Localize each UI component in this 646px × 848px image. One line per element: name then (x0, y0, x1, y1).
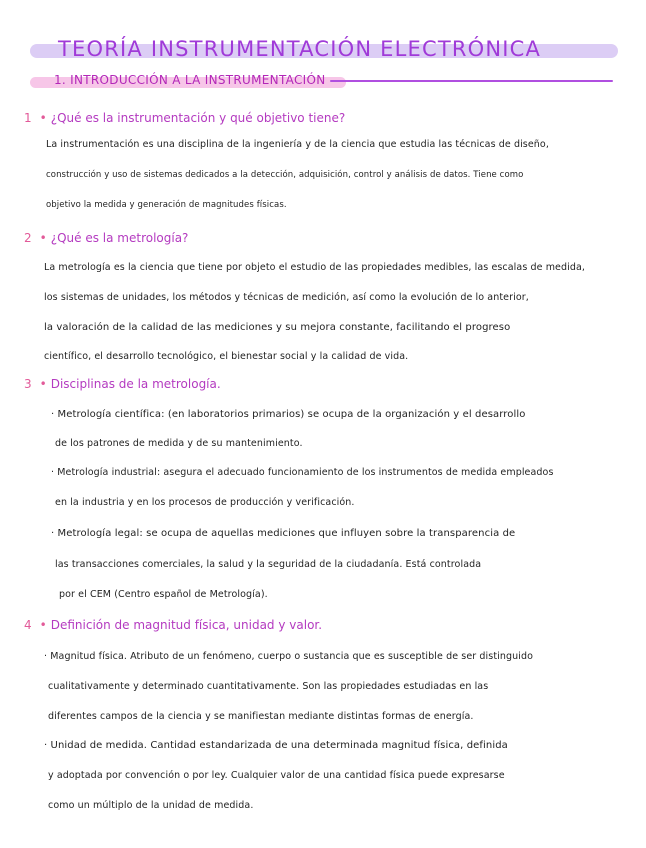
question-2 (24, 231, 188, 245)
question-number: 3 (24, 377, 32, 391)
answer-line: objetivo la medida y generación de magnitudes físicas. (46, 200, 287, 210)
question-text: Definición de magnitud física, unidad y valor. (50, 618, 323, 632)
answer-line: como un múltiplo de la unidad de medida. (48, 800, 254, 811)
section-heading: 1. INTRODUCCIÓN A LA INSTRUMENTACIÓN (54, 73, 326, 87)
answer-line: construcción y uso de sistemas dedicados a la detección, adquisición, control y análisis de datos. Tiene como (46, 170, 524, 180)
page-title: TEORÍA INSTRUMENTACIÓN ELECTRÓNICA (58, 37, 542, 61)
answer-line: en la industria y en los procesos de producción y verificación. (55, 497, 355, 508)
question-1 (24, 111, 345, 125)
answer-line: y adoptada por convención o por ley. Cualquier valor de una cantidad física puede expresarse (48, 770, 505, 781)
answer-line: diferentes campos de la ciencia y se manifiestan mediante distintas formas de energía. (48, 711, 474, 722)
answer-line: · Magnitud física. Atributo de un fenómeno, cuerpo o sustancia que es susceptible de ser distinguido (44, 651, 534, 662)
question-text: Disciplinas de la metrología. (50, 377, 221, 391)
answer-line: cualitativamente y determinado cuantitativamente. Son las propiedades estudiadas en las (48, 681, 489, 692)
answer-line: La metrología es la ciencia que tiene por objeto el estudio de las propiedades medibles, las escalas de medida, (44, 262, 586, 273)
question-text: ¿Qué es la metrología? (50, 231, 189, 245)
answer-line: · Metrología legal: se ocupa de aquellas mediciones que influyen sobre la transparencia de (51, 528, 516, 539)
question-number: 2 (24, 231, 32, 245)
answer-line: · Unidad de medida. Cantidad estandarizada de una determinada magnitud física, definida (44, 740, 508, 751)
question-number: 1 (24, 111, 32, 125)
question-3 (24, 377, 221, 391)
answer-line: la valoración de la calidad de las mediciones y su mejora constante, facilitando el progreso (44, 322, 511, 333)
answer-line: los sistemas de unidades, los métodos y técnicas de medición, así como la evolución de lo anterior, (44, 292, 529, 303)
answer-line: La instrumentación es una disciplina de la ingeniería y de la ciencia que estudia las técnicas de diseño, (46, 139, 549, 150)
bullet-icon: • (39, 618, 47, 632)
bullet-icon: • (39, 111, 47, 125)
answer-line: científico, el desarrollo tecnológico, el bienestar social y la calidad de vida. (44, 351, 409, 362)
answer-line: · Metrología industrial: asegura el adecuado funcionamiento de los instrumentos de medida empleados (51, 467, 554, 478)
bullet-icon: • (39, 231, 47, 245)
answer-line: · Metrología científica: (en laboratorios primarios) se ocupa de la organización y el desarrollo (51, 409, 526, 420)
question-text: ¿Qué es la instrumentación y qué objetivo tiene? (50, 111, 346, 125)
question-number: 4 (24, 618, 32, 632)
bullet-icon: • (39, 377, 47, 391)
section-underline (330, 80, 613, 82)
answer-line: de los patrones de medida y de su mantenimiento. (55, 438, 303, 449)
question-4 (24, 618, 322, 632)
answer-line: las transacciones comerciales, la salud y la seguridad de la ciudadanía. Está controlada (55, 559, 482, 570)
answer-line: por el CEM (Centro español de Metrología). (59, 589, 268, 600)
